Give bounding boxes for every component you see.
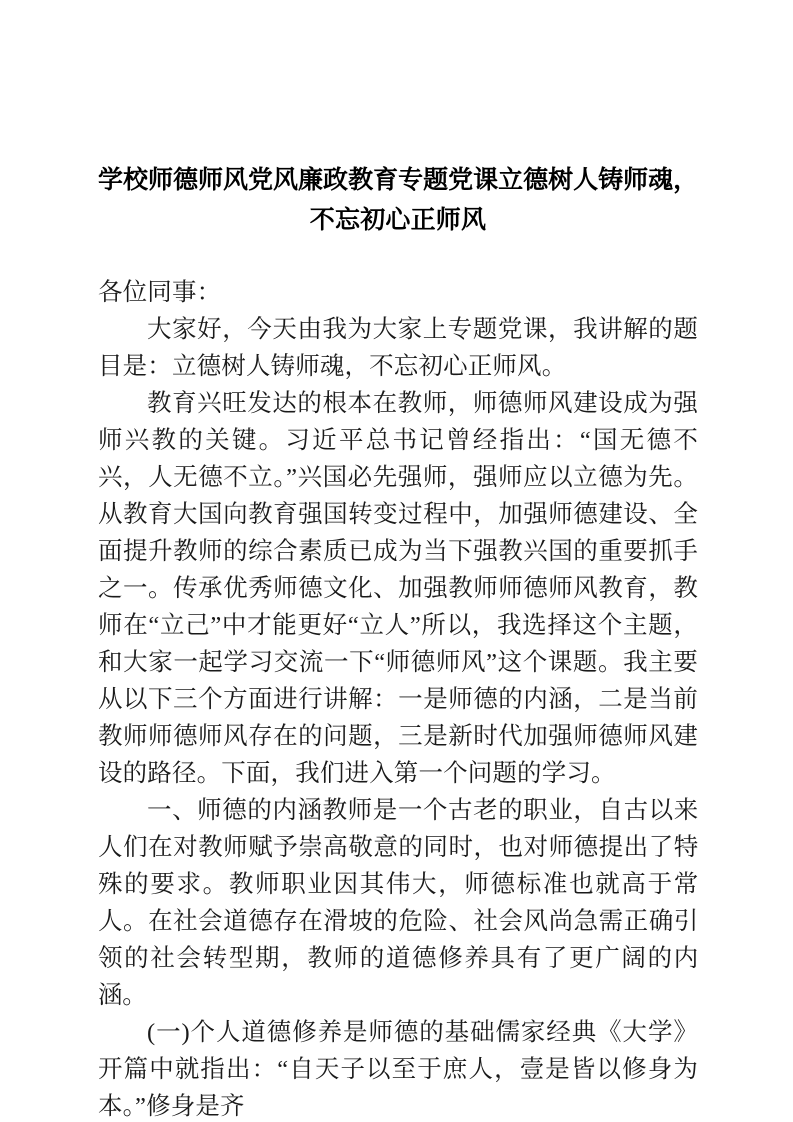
body-paragraph-1: 大家好，今天由我为大家上专题党课，我讲解的题目是：立德树人铸师魂，不忘初心正师风。	[98, 316, 698, 380]
salutation-paragraph: 各位同事：	[98, 279, 222, 306]
top-margin-spacer	[98, 0, 698, 160]
body-paragraph-4: (一)个人道德修养是师德的基础儒家经典《大学》开篇中就指出：“自天子以至于庶人，壹是皆以修身为本。”修身是齐	[98, 1019, 698, 1120]
document-title-line-1: 学校师德师风党风廉政教育专题党课立德树人铸师魂，	[98, 166, 698, 194]
document-content	[98, 0, 698, 1122]
document-title	[98, 160, 698, 240]
body-paragraph-2: 教育兴旺发达的根本在教师，师德师风建设成为强师兴教的关键。习近平总书记曾经指出：“国无德不兴，人无德不立。”兴国必先强师，强师应以立德为先。从教育大国向教育强国转变过程中，加强师德建设、全面提升教师的综合素质已成为当下强教兴国的重要抓手之一。传承优秀师德文化、加强教师师德师风教育，教师在“立己”中才能更好“立人”所以，我选择这个主题，和大家一起学习交流一下“师德师风”这个课题。我主要从以下三个方面进行讲解：一是师德的内涵，二是当前教师师德师风存在的问题，三是新时代加强师德师风建设的路径。下面，我们进入第一个问题的学习。	[98, 390, 698, 787]
document-body	[98, 274, 698, 1122]
document-title-line-2: 不忘初心正师风	[309, 206, 487, 234]
body-paragraph-3: 一、师德的内涵教师是一个古老的职业，自古以来人们在对教师赋予崇高敬意的同时，也对师德提出了特殊的要求。教师职业因其伟大，师德标准也就高于常人。在社会道德存在滑坡的危险、社会风尚急需正确引领的社会转型期，教师的道德修养具有了更广阔的内涵。	[98, 797, 698, 1009]
title-bottom-spacer	[98, 240, 698, 274]
